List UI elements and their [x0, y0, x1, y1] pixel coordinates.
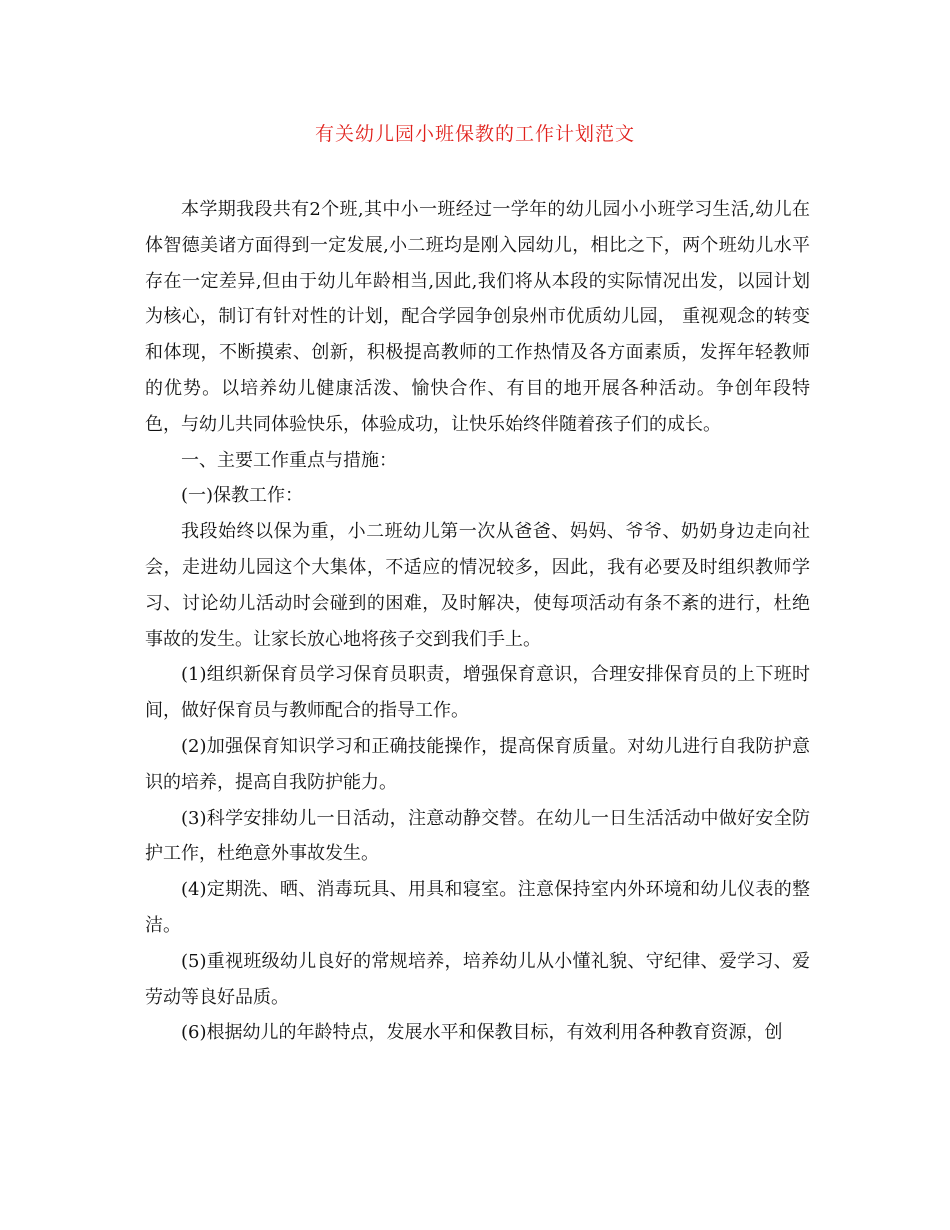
heading-care-education: (一)保教工作： — [181, 485, 304, 507]
list-item-2: (2)加强保育知识学习和正确技能操作，提高保育质量。对幼儿进行自我防护意识的培养，提高自我防护能力。 — [145, 735, 810, 793]
document-body — [145, 192, 810, 1051]
heading-main-points: 一、主要工作重点与措施： — [181, 449, 397, 471]
document-title: 有关幼儿园小班保教的工作计划范文 — [314, 123, 635, 145]
paragraph-care-focus: 我段始终以保为重，小二班幼儿第一次从爸爸、妈妈、爷爷、奶奶身边走向社会，走进幼儿园这个大集体，不适应的情况较多，因此，我有必要及时组织教师学习、讨论幼儿活动时会碰到的困难，及时解决，使每项活动有条不紊的进行，杜绝事故的发生。让家长放心地将孩子交到我们手上。 — [145, 521, 810, 650]
paragraph-intro: 本学期我段共有2个班,其中小一班经过一学年的幼儿园小小班学习生活,幼儿在体智德美诸方面得到一定发展,小二班均是刚入园幼儿，相比之下，两个班幼儿水平存在一定差异,但由于幼儿年龄相当,因此,我们将从本段的实际情况出发，以园计划为核心，制订有针对性的计划，配合学园争创泉州市优质幼儿园， 重视观念的转变和体现，不断摸索、创新，积极提高教师的工作热情及各方面素质，发挥年轻教师的优势。以培养幼儿健康活泼、愉快合作、有目的地开展各种活动。争创年段特色，与幼儿共同体验快乐，体验成功，让快乐始终伴随着孩子们的成长。 — [145, 199, 810, 435]
list-item-3: (3)科学安排幼儿一日活动，注意动静交替。在幼儿一日生活活动中做好安全防护工作，杜绝意外事故发生。 — [145, 807, 810, 865]
list-item-1: (1)组织新保育员学习保育员职责，增强保育意识，合理安排保育员的上下班时间，做好保育员与教师配合的指导工作。 — [145, 664, 810, 722]
list-item-6: (6)根据幼儿的年龄特点，发展水平和保教目标，有效利用各种教育资源，创 — [181, 1022, 783, 1044]
list-item-4: (4)定期洗、晒、消毒玩具、用具和寝室。注意保持室内外环境和幼儿仪表的整洁。 — [145, 879, 810, 936]
list-item-5: (5)重视班级幼儿良好的常规培养，培养幼儿从小懂礼貌、守纪律、爱学习、爱劳动等良好品质。 — [145, 950, 810, 1008]
